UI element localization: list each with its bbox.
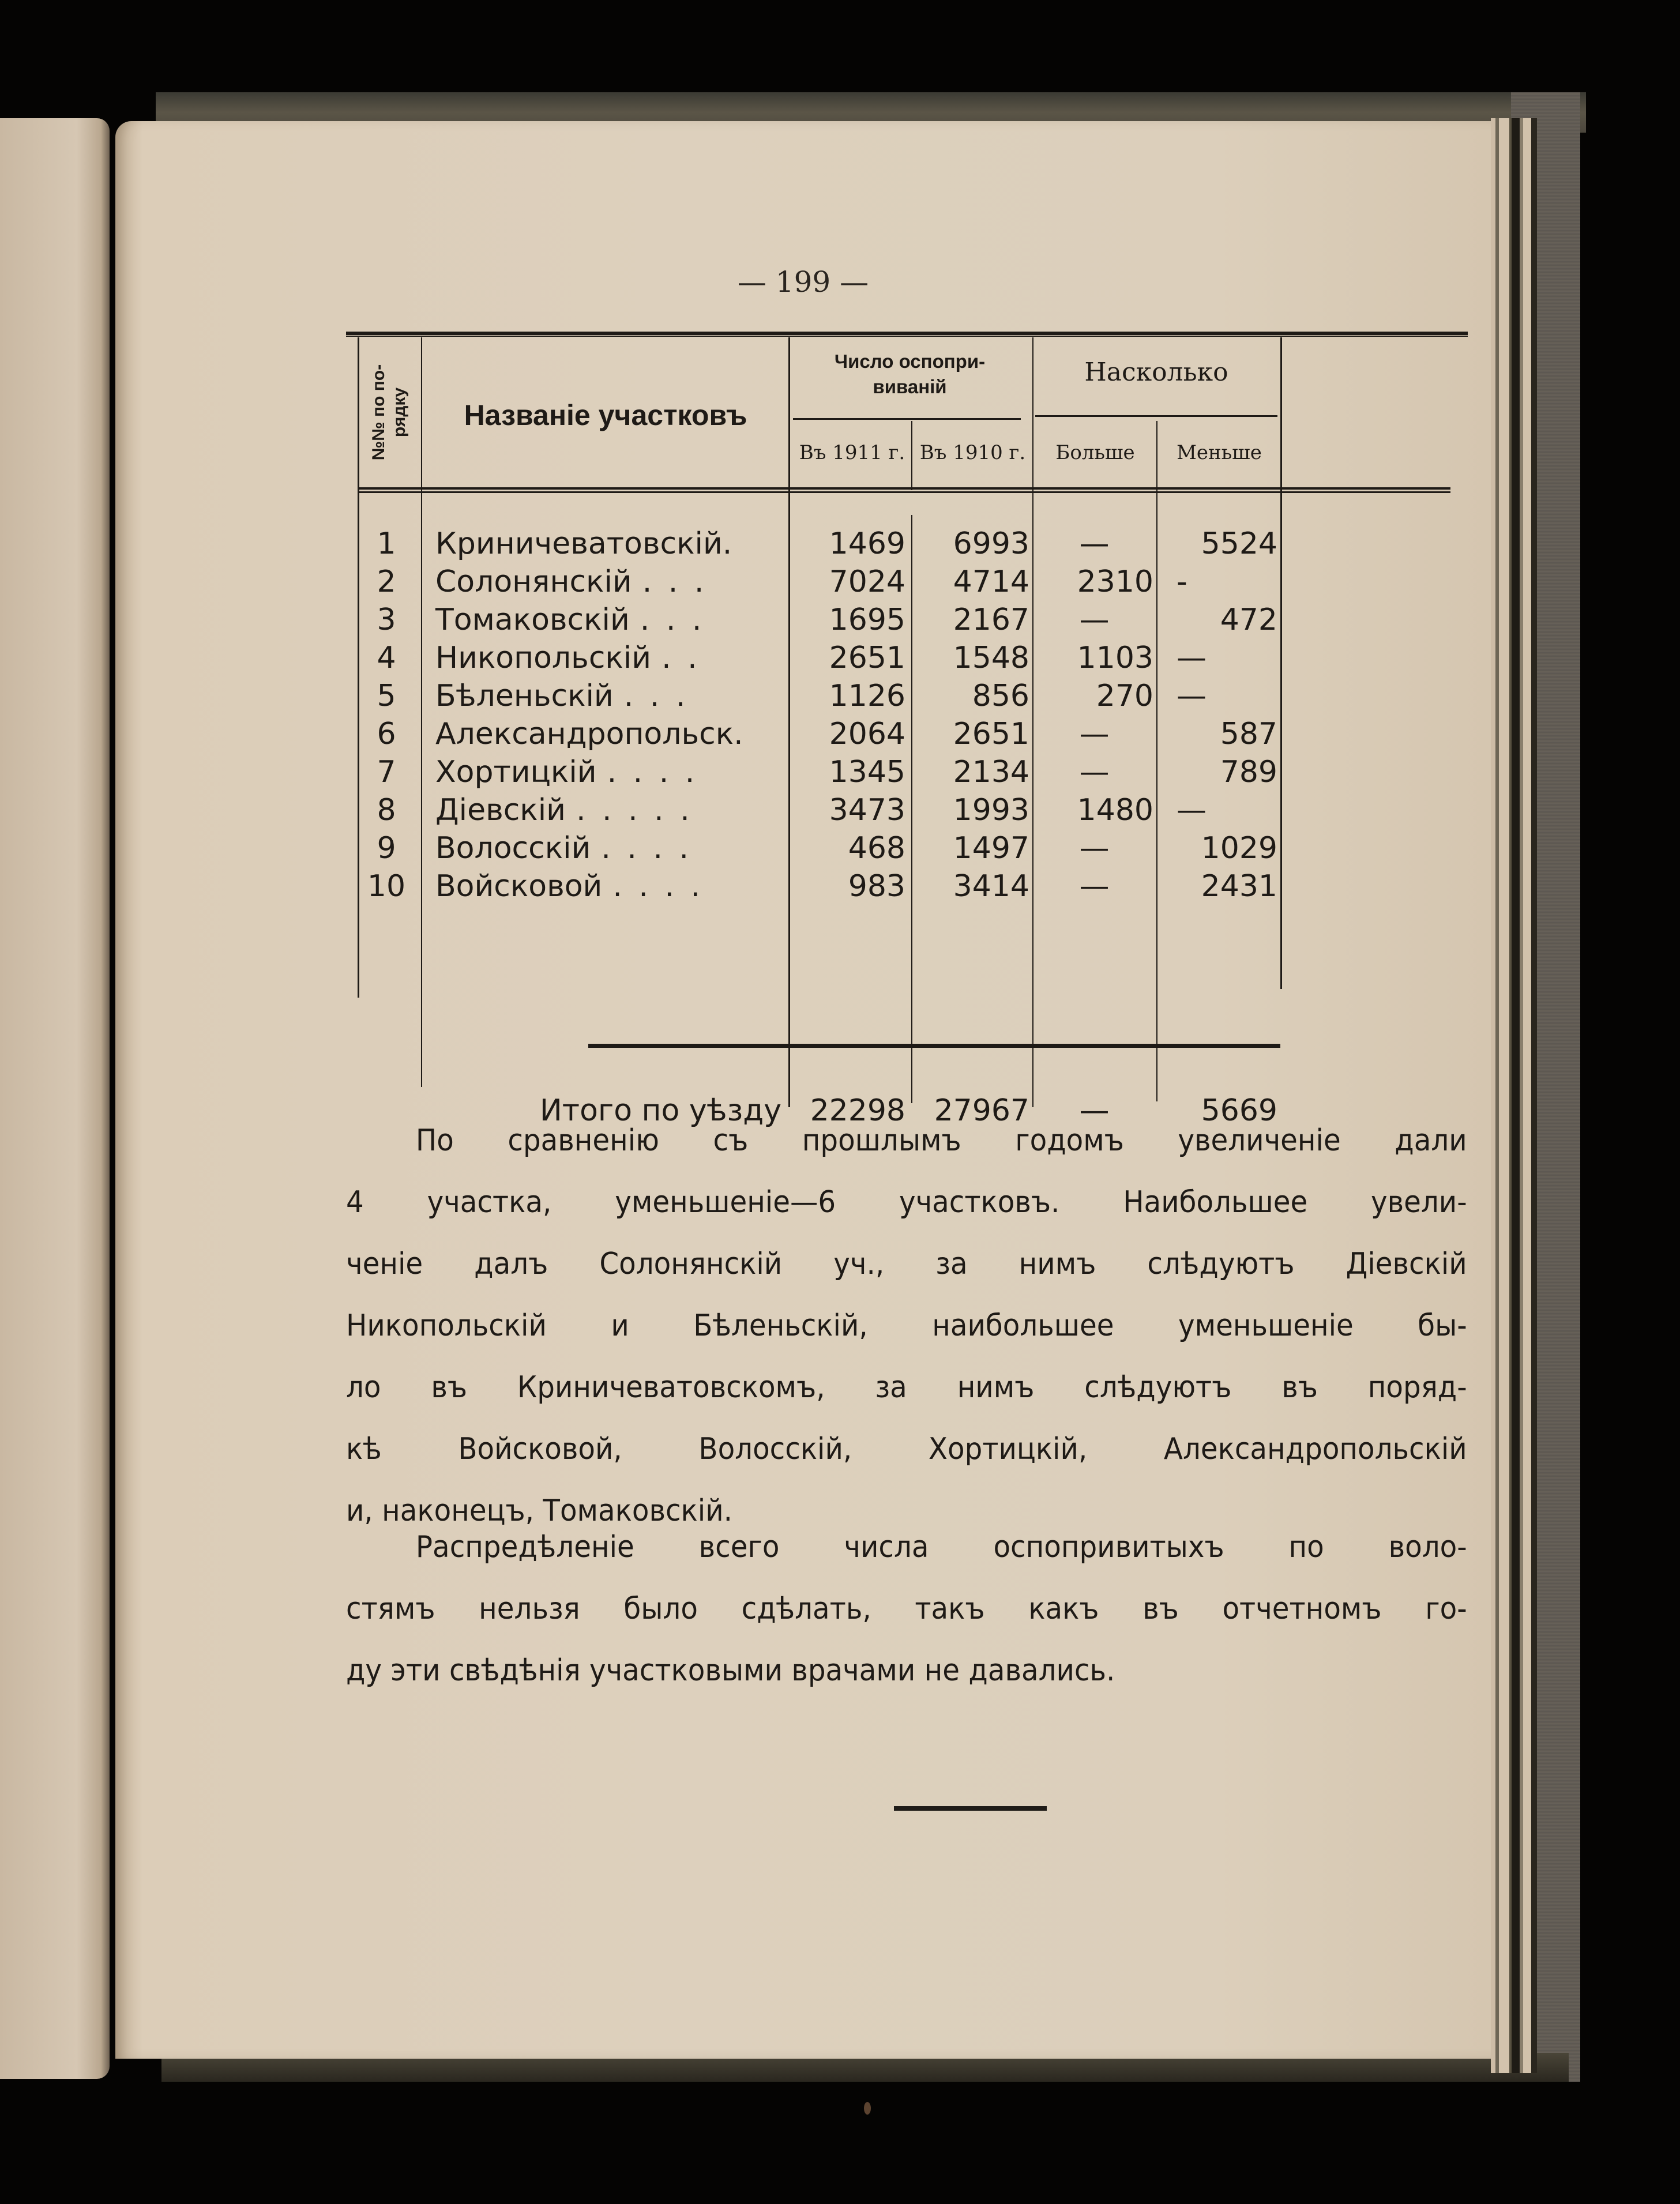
vaccinations-1911: 1469	[829, 526, 905, 561]
difference-less: -	[1177, 565, 1187, 599]
vaccinations-1911: 3473	[829, 793, 905, 828]
leader-dots: . . . .	[601, 831, 693, 866]
difference-less: —	[1177, 679, 1207, 713]
vaccinations-1910: 4714	[953, 565, 1029, 599]
vaccinations-1910: 1497	[953, 831, 1029, 866]
row-number: 5	[377, 679, 396, 713]
para1-line: и, наконецъ, Томаковскій.	[346, 1494, 733, 1528]
header-district-name: Названіе участковъ	[464, 399, 747, 431]
difference-more: —	[1079, 869, 1110, 904]
total-rule	[588, 1044, 1280, 1048]
para2-line: стямъ нельзя было сдѣлать, такъ какъ въ отчетномъ го-	[346, 1592, 1467, 1626]
leader-dots: . . .	[642, 565, 708, 599]
district-name: Солонянскій	[435, 565, 632, 599]
total-1911: 22298	[810, 1093, 905, 1128]
vaccinations-1911: 1695	[829, 603, 905, 637]
total-less: 5669	[1201, 1093, 1277, 1128]
row-number: 2	[377, 565, 396, 599]
para1-line: Никопольскій и Бѣленьскій, наибольшее уменьшеніе бы-	[346, 1308, 1467, 1343]
table-row	[346, 753, 1468, 791]
header-row-number-line1: №№ по по-	[369, 364, 388, 461]
header-vaccination-count-line1: Число оспопри-	[834, 351, 986, 372]
difference-more: —	[1079, 603, 1110, 637]
vaccinations-1911: 2651	[829, 641, 905, 675]
district-name: Бѣленьскій	[435, 679, 614, 713]
vaccinations-1911: 1345	[829, 755, 905, 789]
table-row	[346, 791, 1468, 829]
table-row	[346, 829, 1468, 867]
difference-less: —	[1177, 793, 1207, 828]
leader-dots: . . . .	[607, 755, 698, 789]
leader-dots: . . .	[640, 603, 705, 637]
district-name-cell	[435, 867, 784, 905]
row-number: 7	[377, 755, 396, 789]
vaccinations-1910: 2167	[953, 603, 1029, 637]
difference-more: —	[1079, 755, 1110, 789]
col-divider-1911-head	[911, 421, 912, 490]
vaccinations-1911: 7024	[829, 565, 905, 599]
row-number: 3	[377, 603, 396, 637]
header-year-1911: Въ 1911 г.	[799, 441, 905, 464]
paragraph-distribution	[346, 1517, 1467, 1702]
district-name: Александропольск.	[435, 717, 743, 751]
facing-page-edge	[0, 118, 110, 2079]
vaccinations-1911: 1126	[829, 679, 905, 713]
para1-line: ло въ Криничеватовскомъ, за нимъ слѣдуютъ въ поряд-	[346, 1370, 1467, 1405]
district-name: Хортицкій	[435, 755, 597, 789]
table-top-rule	[346, 332, 1468, 337]
header-less: Меньше	[1177, 441, 1262, 464]
difference-less: 587	[1220, 717, 1277, 751]
para1-line: кѣ Войсковой, Волосскій, Хортицкій, Александропольскій	[346, 1432, 1467, 1466]
table-row	[346, 563, 1468, 601]
district-name-cell	[435, 791, 784, 829]
district-name-cell	[435, 525, 784, 563]
leader-dots: . . . . .	[576, 793, 693, 828]
difference-more: 1480	[1077, 793, 1153, 828]
header-vaccination-count-suffix: ваній	[896, 376, 947, 397]
paragraph-comparison	[346, 1110, 1467, 1542]
vaccinations-1911: 468	[848, 831, 905, 866]
para1-line: ченіе далъ Солонянскій уч., за нимъ слѣдуютъ Діевскій	[346, 1247, 1467, 1281]
leader-dots: . . .	[623, 679, 689, 713]
header-difference: Насколько	[1084, 358, 1228, 387]
district-name: Никопольскій	[435, 641, 652, 675]
table-row	[346, 867, 1468, 905]
difference-less: 472	[1220, 603, 1277, 637]
paper-stain	[864, 2102, 871, 2115]
table-row	[346, 715, 1468, 753]
table-row	[346, 525, 1468, 563]
table-row	[346, 601, 1468, 639]
difference-more: —	[1079, 717, 1110, 751]
table-row	[346, 677, 1468, 715]
total-1910: 27967	[934, 1093, 1029, 1128]
vaccination-table	[346, 332, 1468, 1128]
difference-less: 5524	[1201, 526, 1277, 561]
district-name-cell	[435, 677, 784, 715]
district-name: Волосскій	[435, 831, 591, 866]
vaccinations-1910: 1548	[953, 641, 1029, 675]
vaccinations-1910: 3414	[953, 869, 1029, 904]
header-row-number	[360, 343, 418, 482]
difference-less: —	[1177, 641, 1207, 675]
diff-group-underline	[1035, 415, 1277, 417]
district-name-cell	[435, 829, 784, 867]
row-number: 10	[367, 869, 406, 904]
difference-more: 2310	[1077, 565, 1153, 599]
difference-less: 1029	[1201, 831, 1277, 866]
row-number: 9	[377, 831, 396, 866]
vaccinations-1910: 2651	[953, 717, 1029, 751]
vaccinations-1910: 856	[972, 679, 1029, 713]
header-vaccination-count-prefix: ви	[873, 376, 896, 397]
district-name-cell	[435, 753, 784, 791]
section-separator-rule	[894, 1806, 1047, 1811]
para2-line: Распредѣленіе всего числа оспопривитыхъ по воло-	[415, 1530, 1467, 1564]
book-page	[115, 121, 1491, 2059]
row-number: 4	[377, 641, 396, 675]
header-row-number-line2: рядку	[390, 387, 409, 438]
district-name: Войсковой	[435, 869, 603, 904]
difference-more: —	[1079, 831, 1110, 866]
difference-more: 270	[1096, 679, 1153, 713]
header-year-1910: Въ 1910 г.	[919, 441, 1026, 464]
district-name-cell	[435, 601, 784, 639]
table-row	[346, 639, 1468, 677]
district-name: Криничеватовскій.	[435, 526, 732, 561]
leader-dots: . .	[662, 641, 701, 675]
header-vaccination-count-line2	[790, 374, 1029, 400]
district-name-cell	[435, 715, 784, 753]
total-label: Итого по уѣзду	[539, 1093, 781, 1128]
vaccinations-1910: 1993	[953, 793, 1029, 828]
district-name: Томаковскій	[435, 603, 630, 637]
district-name-cell	[435, 563, 784, 601]
para2-line: ду эти свѣдѣнія участковыми врачами не давались.	[346, 1653, 1115, 1688]
difference-less: 789	[1220, 755, 1277, 789]
page-number: — 199 —	[737, 265, 869, 299]
count-group-underline	[793, 418, 1021, 420]
district-name-cell	[435, 639, 784, 677]
difference-less: 2431	[1201, 869, 1277, 904]
header-more: Больше	[1055, 441, 1135, 464]
total-more: —	[1079, 1093, 1110, 1128]
header-double-rule	[358, 487, 1450, 493]
difference-more: —	[1079, 526, 1110, 561]
row-number: 6	[377, 717, 396, 751]
vaccinations-1910: 6993	[953, 526, 1029, 561]
vaccinations-1910: 2134	[953, 755, 1029, 789]
row-number: 1	[377, 526, 396, 561]
page-leaf-edges	[1491, 118, 1537, 2073]
leader-dots: . . . .	[612, 869, 704, 904]
difference-more: 1103	[1077, 641, 1153, 675]
header-vaccination-count	[790, 349, 1029, 400]
district-name: Діевскій	[435, 793, 566, 828]
vaccinations-1911: 2064	[829, 717, 905, 751]
para1-line: 4 участка, уменьшеніе—6 участковъ. Наибольшее увели-	[346, 1185, 1467, 1220]
row-number: 8	[377, 793, 396, 828]
vaccinations-1911: 983	[848, 869, 905, 904]
header-row-number-text	[369, 364, 410, 460]
para1-line: По сравненію съ прошлымъ годомъ увеличеніе дали	[415, 1123, 1467, 1158]
